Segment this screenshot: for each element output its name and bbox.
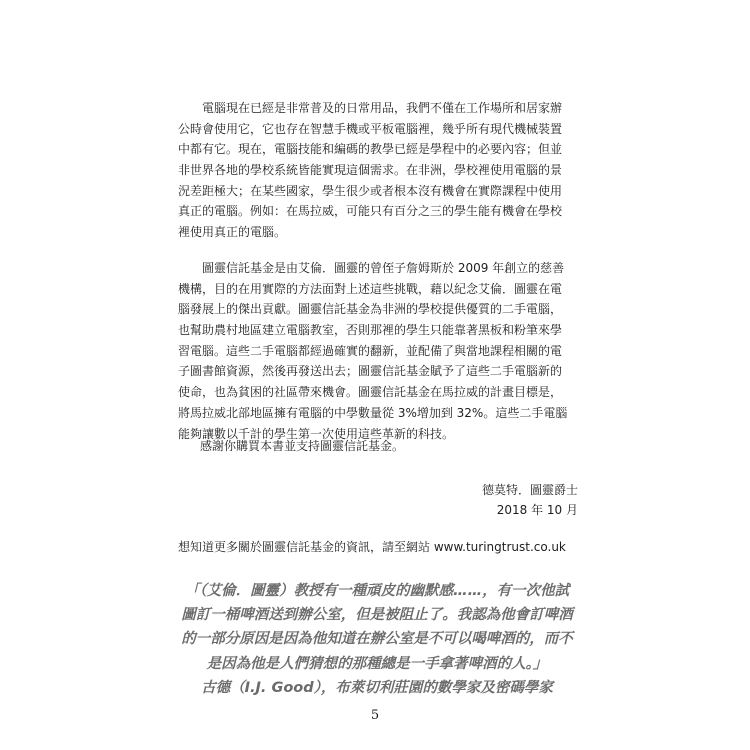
quote-line: 的一部分原因是因為他知道在辦公室是不可以喝啤酒的，而不 <box>181 631 573 648</box>
paragraph-line: 機構，目的在用實際的方法面對上述這些挑戰，藉以紀念艾倫．圖靈在電 <box>178 281 563 296</box>
paragraph-line: 也幫助農村地區建立電腦教室，否則那裡的學生只能靠著黑板和粉筆來學 <box>178 323 563 338</box>
paragraph-line: 習電腦。這些二手電腦都經過確實的翻新，並配備了與當地課程相關的電 <box>178 343 563 358</box>
signature-name: 德莫特．圖靈爵士 <box>481 483 578 497</box>
signature-date: 2018 年 10 月 <box>496 503 578 517</box>
paragraph-line: 能夠讓數以千計的學生第一次使用這些革新的科技。 <box>178 426 455 441</box>
paragraph-computers-in-africa <box>178 98 580 243</box>
paragraph-line: 將馬拉威北部地區擁有電腦的中學數量從 3%增加到 32%。這些二手電腦 <box>178 405 568 420</box>
quote-line: 是因為他是人們猜想的那種總是一手拿著啤酒的人。」 <box>206 655 548 672</box>
quote-line: 「（艾倫．圖靈）教授有一種頑皮的幽默感……，有一次他試 <box>184 583 570 599</box>
paragraph-line: 子圖書館資源，然後再發送出去；圖靈信託基金賦予了這些二手電腦新的 <box>178 364 563 379</box>
paragraph-line: 電腦現在已經是非常普及的日常用品，我們不僅在工作場所和居家辦 <box>178 101 563 115</box>
thanks-line: 感謝你購買本書並支持圖靈信託基金。 <box>200 439 405 453</box>
paragraph-line: 裡使用真正的電腦。 <box>178 225 287 240</box>
quote-line: 圖訂一桶啤酒送到辦公室，但是被阻止了。我認為他會訂啤酒 <box>181 607 573 624</box>
paragraph-turing-trust <box>178 258 580 444</box>
website-note: 想知道更多關於圖靈信託基金的資訊，請至網站 www.turingtrust.co.uk <box>178 540 566 554</box>
paragraph-line: 腦發展上的傑出貢獻。圖靈信託基金為非洲的學校提供優質的二手電腦， <box>178 302 563 317</box>
paragraph-line: 況差距極大；在某些國家，學生很少或者根本沒有機會在實際課程中使用 <box>178 183 563 198</box>
signature-block <box>482 480 578 520</box>
quote-attribution: 古德（I.J. Good），布萊切利莊園的數學家及密碼學家 <box>201 679 553 696</box>
paragraph-line: 真正的電腦。例如：在馬拉威，可能只有百分之三的學生能有機會在學校 <box>178 204 563 219</box>
paragraph-line: 圖靈信託基金是由艾倫．圖靈的曾侄子詹姆斯於 2009 年創立的慈善 <box>178 261 565 275</box>
paragraph-line: 使命，也為貧困的社區帶來機會。圖靈信託基金在馬拉威的計畫目標是， <box>178 385 563 400</box>
pull-quote <box>168 579 586 700</box>
paragraph-line: 公時會使用它，它也存在智慧手機或平板電腦裡，幾乎所有現代機械裝置 <box>178 121 563 136</box>
page-number: 5 <box>370 708 380 723</box>
paragraph-line: 中都有它。現在，電腦技能和編碼的教學已經是學程中的必要內容；但並 <box>178 142 563 157</box>
paragraph-line: 非世界各地的學校系統皆能實現這個需求。在非洲，學校裡使用電腦的景 <box>178 163 563 178</box>
